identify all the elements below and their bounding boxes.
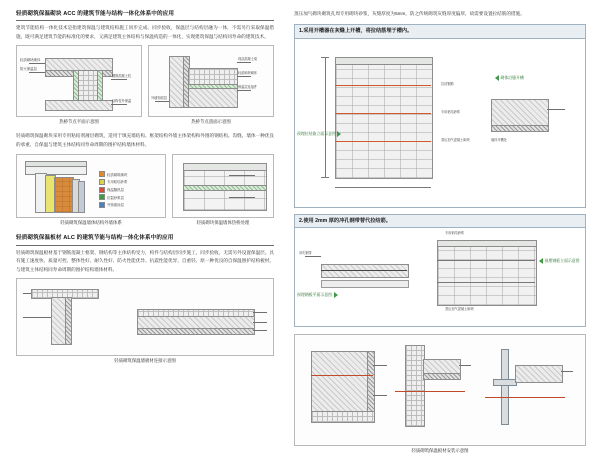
right-section-1-title: 1.采用开槽器在灰缝上开槽，将拉结筋埋于槽内。 (294, 24, 586, 38)
label-section-2: 轻质砌块砌体 (238, 71, 258, 76)
label-r1-3: 蒸压加气混凝土砌块 (441, 137, 470, 142)
figure-right-bottom (294, 334, 586, 446)
figure-3d-wall (16, 154, 166, 226)
legend-item (99, 187, 127, 193)
figure-3d-legend (99, 171, 127, 209)
callout-right-2-text: 预埋钢板立面示意图 (544, 258, 580, 264)
legend-swatch (99, 171, 105, 177)
label-r2-2: 专用粘结砂浆 (445, 231, 465, 236)
legend-item (99, 194, 127, 200)
label-section-4: 外墙饰面层 (151, 96, 167, 101)
figure-section-detail (148, 45, 274, 125)
legend-label: 轻质砌筑砌块 (107, 172, 128, 177)
callout-left-2-text: 预埋钢板平面示意图 (297, 292, 333, 298)
label-r1-4: 墙体开槽处 (491, 137, 507, 142)
figure-3d-canvas (16, 154, 166, 218)
callout-left-text: 预埋拉结筋立面示意图 (297, 130, 336, 136)
section-acc-heading (16, 10, 274, 21)
label-plan-3: 钢筋混凝土柱 (112, 74, 132, 79)
figure-plan-caption: 热桥节点平面示意图 (59, 119, 99, 125)
right-column (294, 10, 586, 454)
left-column (16, 10, 274, 364)
right-section-1 (294, 24, 586, 207)
figure-plan-detail (16, 45, 142, 125)
label-r1-2: 专用粘结砂浆 (441, 109, 461, 114)
legend-swatch (99, 194, 105, 200)
figure-section-canvas (148, 45, 274, 117)
figure-thermal-canvas (172, 154, 274, 218)
label-plan-1: 轻质砌块砌体 (20, 58, 41, 63)
label-plan-2: 防火保温层 (20, 67, 37, 72)
section1-body: 建筑节能结构一体化技术是指建筑保温与建筑结构施工同步完成、同步验收，保温层与结构层融为一体，不需另行采取保温措施，既可满足建筑节能的标准化的要求，又满足建筑主体结构与保温构造的一体化，实现建筑保温与结构同寿命的建筑技术。 (16, 25, 274, 39)
arrow-right-icon (334, 292, 338, 298)
figure-plan-canvas (16, 45, 142, 117)
figure-alc-caption: 轻质砌筑保温墙板材连接示意图 (114, 358, 176, 364)
figure-right-bottom-caption: 轻质砌筑保温板材安装示意图 (411, 448, 469, 454)
label-section-1: 现浇混凝土梁 (238, 57, 258, 62)
label-r2-3: 蒸压加气混凝土砌块 (445, 307, 474, 312)
legend-swatch (99, 202, 105, 208)
divider (16, 245, 274, 246)
legend-swatch (99, 179, 105, 185)
callout-left (297, 131, 341, 137)
figure-thermal-caption: 轻质砌块保温墙体热桥处理 (196, 220, 250, 226)
right-section-1-panel (294, 39, 586, 208)
figure-alc-panel (16, 278, 274, 356)
figure-3d-caption: 轻质砌筑保温墙体结构外墙体系 (60, 220, 122, 226)
right-section-2-title: 2.使用 2mm 厚的冲孔钢带替代拉结筋。 (294, 214, 586, 228)
figure-thermal-bridge (172, 154, 274, 226)
legend-label: 抗裂砂浆层 (107, 195, 124, 200)
section1-figure-row (16, 45, 274, 125)
callout-left-2 (297, 292, 338, 298)
legend-label: 外饰面涂层 (107, 203, 124, 208)
legend-label: 保温隔热层 (107, 188, 124, 193)
section2-body: 轻质砌筑保温砌块采用专用粘结剂薄层砌筑，适用于填充墙结构、框架结构外墙主体架构和外围的钢结构。沟缝、墙体一种优良的承重、自保温与建筑主体结构同寿命周期的围护结构墙体材料。 (16, 133, 274, 147)
section1-title: 轻质砌筑保温砌块 ACC 的建筑节能与结构一体化体系中的应用 (16, 11, 175, 17)
callout-right-2 (539, 258, 580, 264)
label-r1-1: 拉结钢筋 (441, 81, 454, 86)
right-section-2 (294, 214, 586, 327)
callout-right-text: 砌体沿缝开槽 (500, 74, 524, 80)
section3-title: 轻质砌筑保温板材 ALC 的建筑节能与结构一体化体系中的应用 (16, 235, 174, 242)
legend-swatch (99, 187, 105, 193)
arrow-left-icon (539, 258, 543, 264)
label-section-3: 保温层连接件 (238, 85, 258, 90)
divider (16, 20, 274, 21)
arrow-right-icon (337, 131, 341, 137)
right-section-2-panel (294, 228, 586, 327)
label-r2-1: 冲孔钢带 (299, 251, 312, 256)
section2-figure-row (16, 154, 274, 226)
legend-label: 专用粘结砂浆 (107, 180, 128, 185)
legend-item (99, 202, 127, 208)
arrow-left-icon (495, 75, 499, 81)
figure-section-caption: 热桥节点剖面示意图 (191, 119, 231, 125)
label-plan-4: 结构柱外保温 (112, 99, 132, 104)
section3-body: 轻质砌筑保温板材基于钢筋混凝土框架、钢结构等主体结构受力，构件与结构层同步施工，同步验收，无需另外设置保温层。具有施工速度快、质量可控、整体性好、耐久性好、防火性能优异、抗震性能优异、自重轻、原一种优良的自保温围护结构板材。与建筑主体结构同寿命周期的围护结构墙体材料。 (16, 249, 274, 272)
legend-item (99, 179, 127, 185)
legend-item (99, 171, 127, 177)
section-alc-heading (16, 234, 274, 245)
right-intro-text: 蒸压加气砌块砌筑孔周专用砌块砂浆，灰缝厚度为5mm，防之传统砌筑灰缝厚度偏厚，故需要设置拉结筋的措施。 (294, 11, 525, 16)
callout-right (495, 75, 524, 81)
